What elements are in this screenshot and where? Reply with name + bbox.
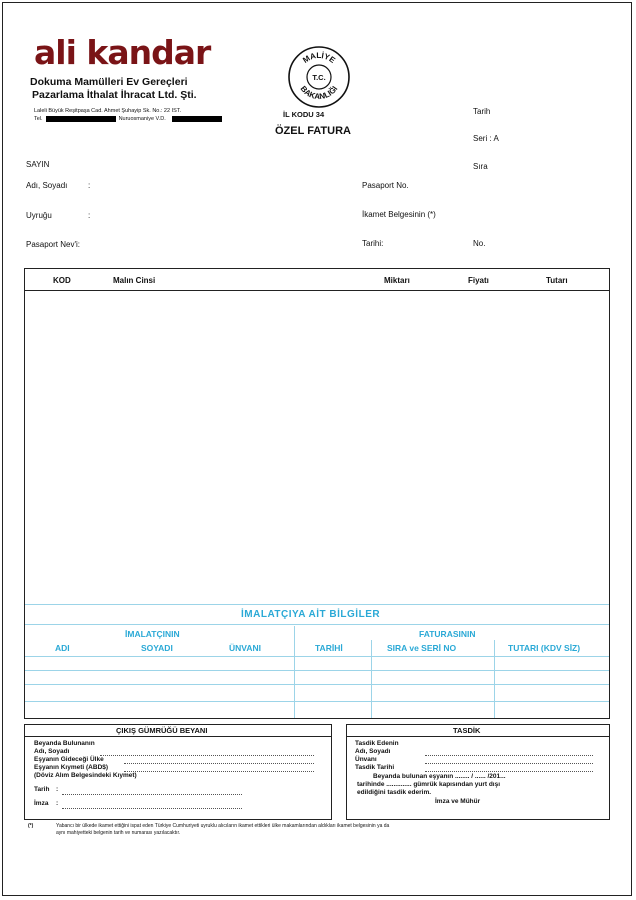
approval-statement-2: tarihinde .............. gümrük kapısından yurt dışı: [357, 781, 501, 788]
mfr-row-line-4: [25, 701, 609, 702]
col-miktari: Miktarı: [384, 276, 410, 285]
label-sira: Sıra: [473, 162, 488, 171]
customs-line-2: Adı, Soyadı: [34, 748, 70, 755]
company-name-line1: Dokuma Mamülleri Ev Gereçleri: [30, 76, 188, 88]
approval-line-1: Tasdik Edenin: [355, 740, 399, 747]
col-malin-cinsi: Malın Cinsi: [113, 276, 156, 285]
label-pasaport-no: Pasaport No.: [362, 181, 409, 190]
customs-imza-colon: :: [56, 800, 59, 807]
customs-line-5: (Döviz Alım Belgesindeki Kıymet): [34, 772, 137, 779]
seal-center-text: T.C.: [312, 73, 326, 82]
svg-text:MALİYE: [301, 51, 337, 65]
mfr-row-line-2: [25, 670, 609, 671]
il-kodu: İL KODU 34: [283, 110, 325, 119]
mfr-vline-2: [371, 640, 372, 718]
approval-line-2: Adı, Soyadı: [355, 748, 391, 755]
label-tarih: Tarih: [473, 107, 491, 116]
label-no: No.: [473, 239, 486, 248]
customs-tarih-dots: [62, 794, 242, 795]
approval-statement-1: Beyanda bulunan eşyanın ........ / ...... /201...: [373, 773, 506, 780]
label-uyrugu: Uyruğu: [26, 211, 52, 220]
customs-title: ÇIKIŞ GÜMRÜĞÜ BEYANI: [116, 726, 208, 735]
customs-line-4: Eşyanın Kıymeti (ABD$): [34, 764, 109, 771]
approval-dots-1: [425, 755, 593, 756]
customs-dots-1: [100, 755, 314, 756]
seal-top-text: MALİYE: [301, 50, 337, 65]
customs-title-line: [24, 736, 332, 737]
redacted-tax-no: [172, 116, 222, 122]
mfr-row-line-1: [25, 656, 609, 657]
redacted-tel: [46, 116, 116, 122]
mfr-title: İMALATÇIYA AİT BİLGİLER: [241, 609, 381, 620]
mfr-col-adi: ADI: [55, 643, 70, 653]
mfr-vline-3: [494, 640, 495, 718]
approval-dots-2: [425, 763, 593, 764]
mfr-col-soyadi: SOYADI: [141, 643, 173, 653]
approval-title-line: [346, 736, 610, 737]
mfr-col-tarihi: TARİHİ: [315, 643, 343, 653]
footnote-line-1: Yabancı bir ülkede ikamet ettiğini ispat eden Türkiye Cumhuriyeti uyruklu alıcıların ikamet ettikleri ülke makamlarından aldıkları ikamet belgesinin ya da: [56, 823, 390, 829]
label-pasaport-nevi: Pasaport Nev'i:: [26, 240, 80, 249]
company-name-line2: Pazarlama İthalat İhracat Ltd. Şti.: [32, 89, 197, 101]
mfr-line-2: [25, 624, 609, 625]
customs-imza-dots: [62, 808, 242, 809]
approval-dots-3: [425, 771, 593, 772]
company-name: [30, 76, 197, 102]
approval-title: TASDİK: [453, 726, 481, 735]
mfr-line-top: [25, 604, 609, 605]
customs-dots-2: [124, 763, 314, 764]
customs-dots-3: [124, 771, 314, 772]
approval-signature: İmza ve Mühür: [435, 798, 481, 805]
approval-statement-3: edildiğini tasdik ederim.: [357, 789, 432, 796]
customs-line-3: Eşyanın Gideceği Ülke: [34, 756, 104, 763]
company-logo: ali kandar: [34, 33, 211, 72]
mfr-group-left: İMALATÇININ: [125, 629, 180, 639]
mfr-row-line-3: [25, 684, 609, 685]
colon-adi: :: [88, 181, 91, 190]
customs-tarih-label: Tarih: [34, 786, 50, 793]
customs-imza-label: İmza: [34, 800, 49, 807]
approval-line-4: Tasdik Tarihi: [355, 764, 395, 771]
customs-tarih-colon: :: [56, 786, 59, 793]
tax-office: Nuruosmaniye V.D.: [118, 116, 166, 122]
seal-bottom-text: BAKANLIĞI: [298, 84, 340, 102]
mfr-vline-1: [294, 626, 295, 718]
company-address: Laleli Büyük Reşitpaşa Cad. Ahmet Şuhayip Sk. No.: 22 IST.: [34, 108, 182, 114]
company-address-block: [34, 107, 222, 123]
mfr-group-right: FATURASININ: [419, 629, 476, 639]
mfr-col-sira-seri: SIRA ve SERİ NO: [387, 643, 457, 653]
mfr-col-tutari: TUTARI (KDV SİZ): [508, 643, 581, 653]
label-sayin: SAYIN: [26, 160, 50, 169]
company-contact: [34, 115, 222, 123]
items-header-divider: [24, 290, 610, 291]
col-kod: KOD: [53, 276, 71, 285]
ministry-seal: [287, 45, 351, 109]
mfr-col-unvani: ÜNVANI: [229, 643, 261, 653]
label-ikamet: İkamet Belgesinin (*): [362, 210, 436, 219]
svg-text:BAKANLIĞI: [299, 84, 340, 101]
label-tarihi: Tarihi:: [362, 239, 384, 248]
footnote-line-2: aynı mahiyetteki belgenin tarih ve numarası yazılacaktır.: [56, 830, 181, 836]
label-seri: Seri : A: [473, 134, 499, 143]
colon-uyrugu: :: [88, 211, 91, 220]
col-fiyati: Fiyatı: [468, 276, 489, 285]
label-adi-soyadi: Adı, Soyadı: [26, 181, 68, 190]
footnote-text: [56, 823, 608, 837]
customs-line-1: Beyanda Bulunanın: [34, 740, 95, 747]
col-tutari: Tutarı: [546, 276, 568, 285]
document-title: ÖZEL FATURA: [275, 125, 351, 137]
tel-label: Tel.: [34, 116, 43, 122]
footnote-marker: (*): [28, 823, 34, 829]
approval-line-3: Ünvanı: [355, 756, 377, 763]
